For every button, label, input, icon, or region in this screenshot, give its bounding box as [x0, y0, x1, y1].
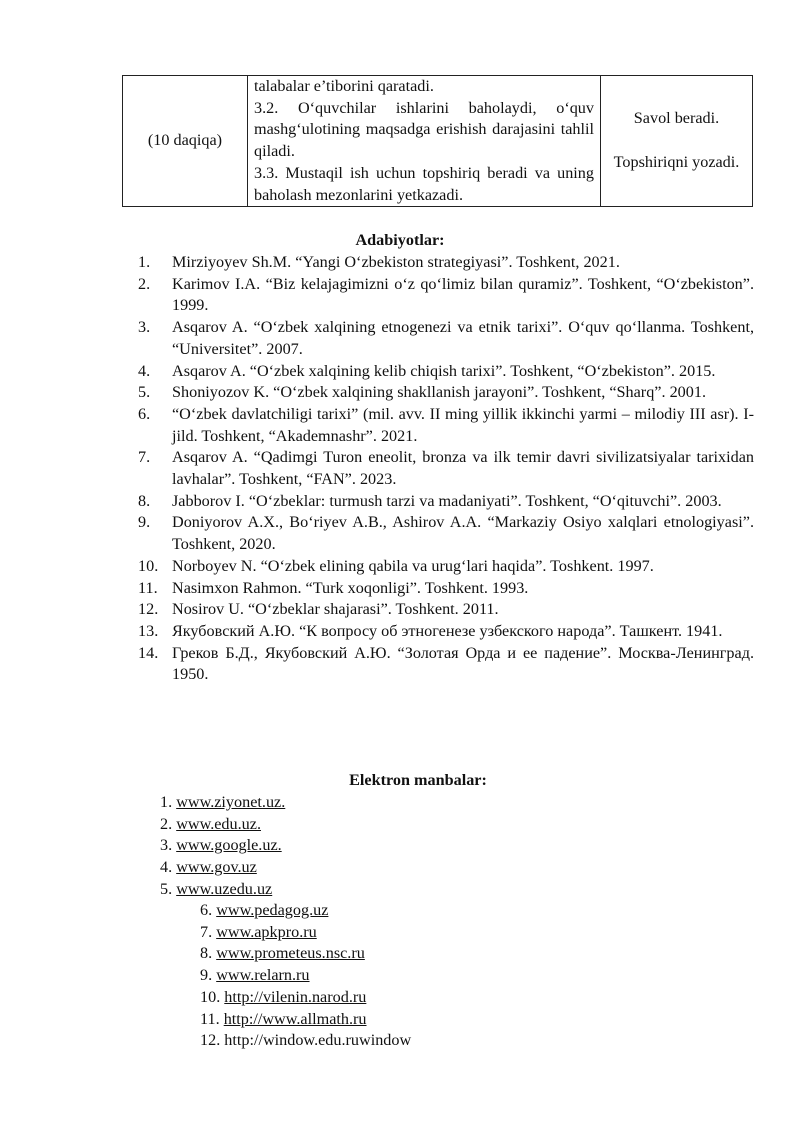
reference-number: 8.	[138, 491, 151, 510]
reference-text: Nosirov U. “O‘zbeklar shajarasi”. Toshkent. 2011.	[172, 600, 499, 619]
reference-text: Asqarov A. “O‘zbek xalqining etnogenezi va etnik tarixi”. O‘quv qo‘llanma. Toshkent, “Universitet”. 2007.	[172, 318, 754, 358]
table-row	[123, 76, 753, 207]
link-number: 8.	[200, 944, 213, 963]
reference-item	[138, 512, 754, 555]
link-item	[200, 965, 411, 987]
reference-number: 9.	[138, 513, 151, 532]
link-number: 6.	[200, 901, 213, 919]
link-number: 2.	[160, 814, 173, 833]
web-link[interactable]: www.uzedu.uz	[176, 879, 273, 898]
reference-item	[138, 361, 754, 383]
teacher-activity-line: 3.2. O‘quvchilar ishlarini baholaydi, o‘quv mashg‘ulotining maqsadga erishish darajasini tahlil qiladi.	[254, 98, 594, 161]
web-link[interactable]: www.pedagog.uz	[216, 901, 329, 919]
reference-item	[138, 556, 754, 578]
link-item	[200, 1009, 411, 1031]
reference-text: Shoniyozov K. “O‘zbek xalqining shakllanish jarayoni”. Toshkent, “Sharq”. 2001.	[172, 383, 706, 402]
references-list	[138, 252, 754, 686]
link-number: 4.	[160, 858, 173, 877]
reference-number: 2.	[138, 274, 151, 293]
link-item	[200, 987, 411, 1009]
reference-number: 12.	[138, 600, 159, 619]
reference-item	[138, 274, 754, 317]
link-item	[160, 879, 285, 901]
reference-number: 3.	[138, 318, 151, 337]
reference-text: Якубовский А.Ю. “К вопросу об этногенезе узбекского народа”. Ташкент. 1941.	[172, 621, 723, 640]
reference-text: Karimov I.A. “Biz kelajagimizni o‘z qo‘limiz bilan quramiz”. Toshkent, “O‘zbekiston”. 1999.	[172, 274, 754, 315]
teacher-activity-line: talabalar e’tiborini qaratadi.	[254, 77, 434, 95]
student-activity-cell	[601, 76, 753, 207]
reference-number: 14.	[138, 643, 159, 662]
stage-time-cell	[123, 76, 248, 207]
reference-item	[138, 252, 754, 274]
reference-item	[138, 404, 754, 447]
link-item	[160, 835, 285, 857]
reference-item	[138, 382, 754, 404]
reference-text: Nasimxon Rahmon. “Turk xoqonligi”. Toshkent. 1993.	[172, 578, 529, 597]
link-number: 3.	[160, 836, 173, 855]
link-item	[160, 814, 285, 836]
reference-number: 10.	[138, 556, 159, 575]
link-item	[200, 900, 411, 922]
web-link[interactable]: www.relarn.ru	[216, 966, 310, 985]
web-link[interactable]: www.apkpro.ru	[216, 922, 317, 941]
student-activity-line: Savol beradi.	[633, 109, 720, 128]
link-item	[160, 792, 285, 814]
reference-number: 7.	[138, 448, 151, 467]
electronic-sources-heading: Elektron manbalar:	[349, 771, 487, 789]
reference-number: 1.	[138, 253, 151, 271]
reference-text: Doniyorov A.X., Bo‘riyev A.B., Ashirov A.A. “Markaziy Osiyo xalqlari etnologiyasi”. Toshkent, 2020.	[172, 513, 754, 554]
reference-item	[138, 643, 754, 686]
reference-item	[138, 491, 754, 513]
reference-text: Jabborov I. “O‘zbeklar: turmush tarzi va madaniyati”. Toshkent, “O‘qituvchi”. 2003.	[172, 491, 722, 510]
lesson-stage-table	[122, 75, 753, 207]
reference-item	[138, 599, 754, 621]
reference-item	[138, 621, 754, 643]
reference-text: Mirziyoyev Sh.M. “Yangi O‘zbekiston strategiyasi”. Toshkent, 2021.	[172, 253, 620, 271]
link-number: 12.	[200, 1031, 221, 1050]
link-item	[160, 857, 285, 879]
reference-number: 11.	[138, 578, 158, 597]
reference-item	[138, 447, 754, 490]
link-item	[200, 943, 411, 965]
electronic-links-list-continued	[200, 900, 411, 1052]
link-item	[200, 1030, 411, 1052]
link-number: 10.	[200, 987, 221, 1006]
link-number: 7.	[200, 922, 213, 941]
reference-text: Norboyev N. “O‘zbek elining qabila va urug‘lari haqida”. Toshkent. 1997.	[172, 556, 654, 575]
link-number: 5.	[160, 879, 173, 898]
web-link[interactable]: http://www.allmath.ru	[223, 1009, 367, 1028]
reference-text: Греков Б.Д., Якубовский А.Ю. “Золотая Орда и ее падение”. Москва-Ленинград. 1950.	[172, 643, 754, 684]
reference-text: Asqarov A. “O‘zbek xalqining kelib chiqish tarixi”. Toshkent, “O‘zbekiston”. 2015.	[172, 361, 716, 380]
reference-text: Asqarov A. “Qadimgi Turon eneolit, bronza va ilk temir davri sivilizatsiyalar tarixidan lavhalar”. Toshkent, “FAN”. 2023.	[172, 448, 754, 489]
reference-number: 13.	[138, 621, 159, 640]
web-link[interactable]: www.ziyonet.uz.	[176, 793, 286, 811]
student-activity-line: Topshiriqni yozadi.	[613, 153, 740, 172]
link-item	[200, 922, 411, 944]
reference-text: “O‘zbek davlatchiligi tarixi” (mil. avv. II ming yillik ikkinchi yarmi – milodiy III asr). I-jild. Toshkent, “Akademnashr”. 2021.	[172, 404, 754, 445]
teacher-activity-cell	[248, 76, 601, 207]
electronic-links-list	[160, 792, 285, 901]
reference-number: 4.	[138, 361, 151, 380]
web-link: http://window.edu.ruwindow	[224, 1031, 412, 1050]
reference-item	[138, 578, 754, 600]
web-link[interactable]: www.gov.uz	[176, 858, 257, 877]
web-link[interactable]: http://vilenin.narod.ru	[224, 987, 367, 1006]
web-link[interactable]: www.google.uz.	[176, 836, 282, 855]
reference-number: 6.	[138, 404, 151, 423]
teacher-activity-line: 3.3. Mustaqil ish uchun topshiriq beradi va uning baholash mezonlarini yetkazadi.	[254, 163, 594, 204]
link-number: 1.	[160, 793, 173, 811]
stage-time: (10 daqiqa)	[147, 131, 223, 150]
link-number: 11.	[200, 1009, 220, 1028]
link-number: 9.	[200, 966, 213, 985]
reference-number: 5.	[138, 383, 151, 402]
references-heading: Adabiyotlar:	[355, 231, 445, 249]
web-link[interactable]: www.edu.uz.	[176, 814, 261, 833]
web-link[interactable]: www.prometeus.nsc.ru	[216, 944, 365, 963]
reference-item	[138, 317, 754, 360]
